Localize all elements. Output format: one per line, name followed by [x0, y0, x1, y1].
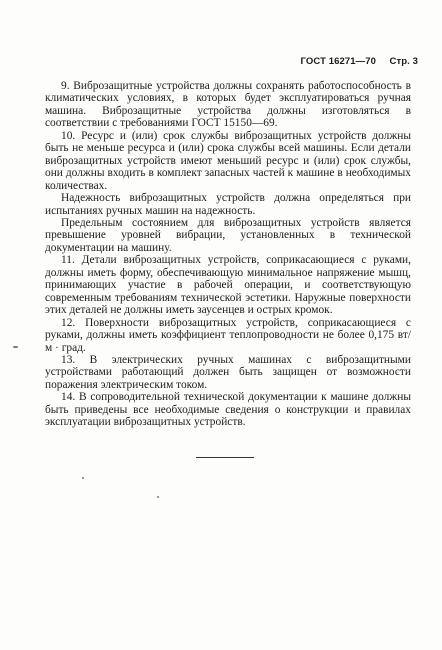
document-body — [45, 80, 411, 429]
paragraph-limit-state: Предельным состоянием для виброзащитных устройств является превышение уровней вибрации, установленных в технической документации на машину. — [45, 216, 411, 254]
scan-speck — [82, 477, 84, 479]
paragraph-10: 10. Ресурс и (или) срок службы виброзащитных устройств должны быть не меньше ресурса и (или) срока службы всей машины. Если детали виброзащитных устройств имеют меньший ресурс и (или) срок службы, они должны входить в комплект запасных частей к машине в необходимых количествах. — [45, 129, 411, 192]
paragraph-12: 12. Поверхности виброзащитных устройств, соприкасающиеся с руками, должны иметь коэффициент теплопроводности не более 0,175 вт/м · град. — [45, 316, 411, 354]
paragraph-13: 13. В электрических ручных машинах с виброзащитными устройствами работающий должен быть защищен от возможности поражения электрическим током. — [45, 353, 411, 391]
paragraph-reliability: Надежность виброзащитных устройств должна определяться при испытаниях ручных машин на надежность. — [45, 192, 411, 217]
page-header — [301, 56, 419, 67]
scan-speck — [157, 496, 159, 498]
standard-number: ГОСТ 16271—70 — [300, 56, 377, 67]
paragraph-14: 14. В сопроводительной технической документации к машине должны быть приведены все необходимые сведения о конструкции и правилах эксплуатации виброзащитных устройств. — [45, 391, 411, 429]
paragraph-9: 9. Виброзащитные устройства должны сохранять работоспособность в климатических условиях, в которых будет эксплуатироваться ручная машина. Виброзащитные устройства должны изготовляться в соответствии с требованиями ГОСТ 15150—69. — [45, 80, 411, 130]
page-number: Стр. 3 — [389, 56, 418, 67]
paragraph-11: 11. Детали виброзащитных устройств, соприкасающиеся с руками, должны иметь форму, обеспечивающую минимальное напряжение мышц, принимающих участие в рабочей операции, и соответствующую современным требованиям технической эстетики. Наружные поверхности этих деталей не должны иметь заусенцев и острых кромок. — [45, 254, 411, 317]
end-rule — [196, 457, 254, 458]
scan-speck — [13, 346, 18, 348]
